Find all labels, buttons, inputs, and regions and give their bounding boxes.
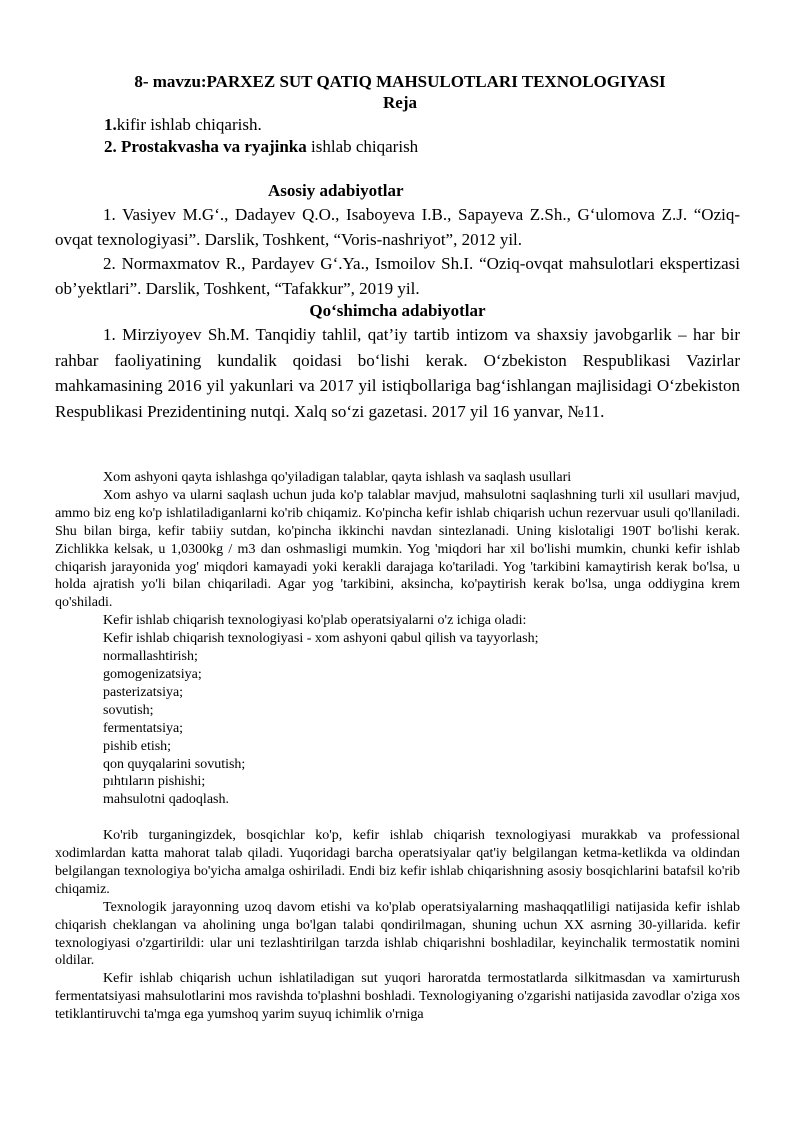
step-item: gomogenizatsiya; [103,666,202,682]
step-item: mahsulotni qadoqlash. [103,792,229,808]
step-item: pishib etish; [103,738,172,754]
body-paragraph: Texnologik jarayonning uzoq davom etishi va ko'plab operatsiyalarning mashaqqatliligi natijasida kefir ishlab chiqarish cheklangan va aholining unga bo'lgan talabi qondirilmagan, shuning uchun XX asrning 30-yillarida. kefir texnologiyasi o'zgartirildi: ular uni tezlashtirilgan tarzda ishlab chiqarishni boshladilar, keyinchalik termostatik nomini oldilar. [55,899,740,969]
body-text [55,469,740,1024]
step-item: sovutish; [103,702,154,718]
plan-item-1 [104,115,262,135]
plan-item-2 [104,137,418,157]
body-paragraph: Ko'rib turganingizdek, bosqichlar ko'p, kefir ishlab chiqarish texnologiyasi murakkab va professional xodimlardan katta mahorat talab qiladi. Yuqoridagi barcha operatsiyalar qat'iy belgilangan ketma-ketlikda va oldindan belgilangan texnologiya bo'yicha amalga oshiriladi. Endi biz kefir ishlab chiqarishning asosiy bosqichlarini batafsil ko'rib chiqamiz. [55,828,740,897]
extra-reference-1 [55,322,740,424]
plan-item-2-text: ishlab chiqarish [306,137,419,156]
step-item: pasterizatsiya; [103,684,184,700]
plan-item-1-number: 1. [104,115,117,134]
reference-text: 1. Mirziyoyev Sh.M. Tanqidiy tahlil, qat’iy tartib intizom va shaxsiy javobgarlik – har bir rahbar faoliyatining kundalik qoidasi bo‘lishi kerak. O‘zbekiston Respublikasi Vazirlar mahkamasining 2016 yil yakunlari va 2017 yil istiqbollariga bag‘ishlangan majlisidagi O‘zbekiston Respublikasi Prezidentining nutqi. Xalq so‘zi gazetasi. 2017 yil 16 yanvar, №11. [55,325,740,421]
reference-text: 1. Vasiyev M.G‘., Dadayev Q.O., Isaboyeva I.B., Sapayeva Z.Sh., G‘ulomova Z.J. “Oziq-ovqat texnologiyasi”. Darslik, Toshkent, “Voris-nashriyot”, 2012 yil. [55,205,740,249]
page-title: 8- mavzu:PARXEZ SUT QATIQ MAHSULOTLARI TEXNOLOGIYASI [134,72,666,91]
step-item: normallashtirish; [103,649,198,665]
step-item: fermentatsiya; [103,720,184,736]
step-item: pıhtıların pishishi; [103,774,206,790]
step-item: Kefir ishlab chiqarish texnologiyasi - xom ashyoni qabul qilish va tayyorlash; [103,631,539,647]
step-item: qon quyqalarini sovutish; [103,756,246,772]
body-paragraph: Xom ashyo va ularni saqlash uchun juda ko'p talablar mavjud, mahsulotni saqlashning turli xil usullari mavjud, ammo biz eng ko'p ishlatiladiganlarni ko'rib chiqamiz. Ko'pincha kefir ishlab chiqarish uchun rezervuar usuli qo'llaniladi. Shu bilan birga, kefir tabiiy sutdan, ko'pincha ikkinchi navdan sintezlanadi. Uning kislotaligi 190T bo'lishi kerak. Zichlikka kelsak, u 1,0300kg / m3 dan oshmasligi mumkin. Yog 'miqdori har xil bo'lishi mumkin, chunki kefir ishlab chiqarish jarayonida yog' miqdori kamayadi yoki kerakli darajaga ko'tariladi. Yog 'tarkibini kamaytirish kerak bo'lsa, u holda ajratish yo'li bilan chiqariladi. Agar yog 'tarkibini, aksincha, ko'paytirish kerak bo'lsa, unga oddiygina krem qo'shiladi. [55,487,740,611]
extra-references-heading: Qo‘shimcha adabiyotlar [309,301,486,320]
reference-text: 2. Normaxmatov R., Pardayev G‘.Ya., Ismoilov Sh.I. “Oziq-ovqat mahsulotlari ekspertizasi ob’yektlari”. Darslik, Toshkent, “Tafakkur”, 2019 yil. [55,254,740,298]
plan-item-1-text: kifir ishlab chiqarish. [116,115,262,134]
body-paragraph: Kefir ishlab chiqarish texnologiyasi ko'plab operatsiyalarni o'z ichiga oladi: [103,613,527,629]
plan-item-2-bold: 2. Prostakvasha va ryajinka [104,137,307,156]
main-reference-1 [55,202,740,252]
body-paragraph: Kefir ishlab chiqarish uchun ishlatiladigan sut yuqori haroratda termostatlarda silkitmasdan va xamirturush fermentatsiyasi mahsulotlarini mos ravishda to'plashni boshladi. Texnologiyaning o'zgarishi natijasida zavodlar o'ziga xos tetiklantiruvchi ta'mga ega yumshoq yarim suyuq ichimlik o'rniga [55,971,740,1023]
plan-heading: Reja [383,93,417,112]
body-paragraph: Xom ashyoni qayta ishlashga qo'yiladigan talablar, qayta ishlash va saqlash usullari [103,470,572,485]
paragraph-gap [55,809,740,827]
main-reference-2 [55,251,740,301]
main-references-heading: Asosiy adabiyotlar [268,181,404,200]
